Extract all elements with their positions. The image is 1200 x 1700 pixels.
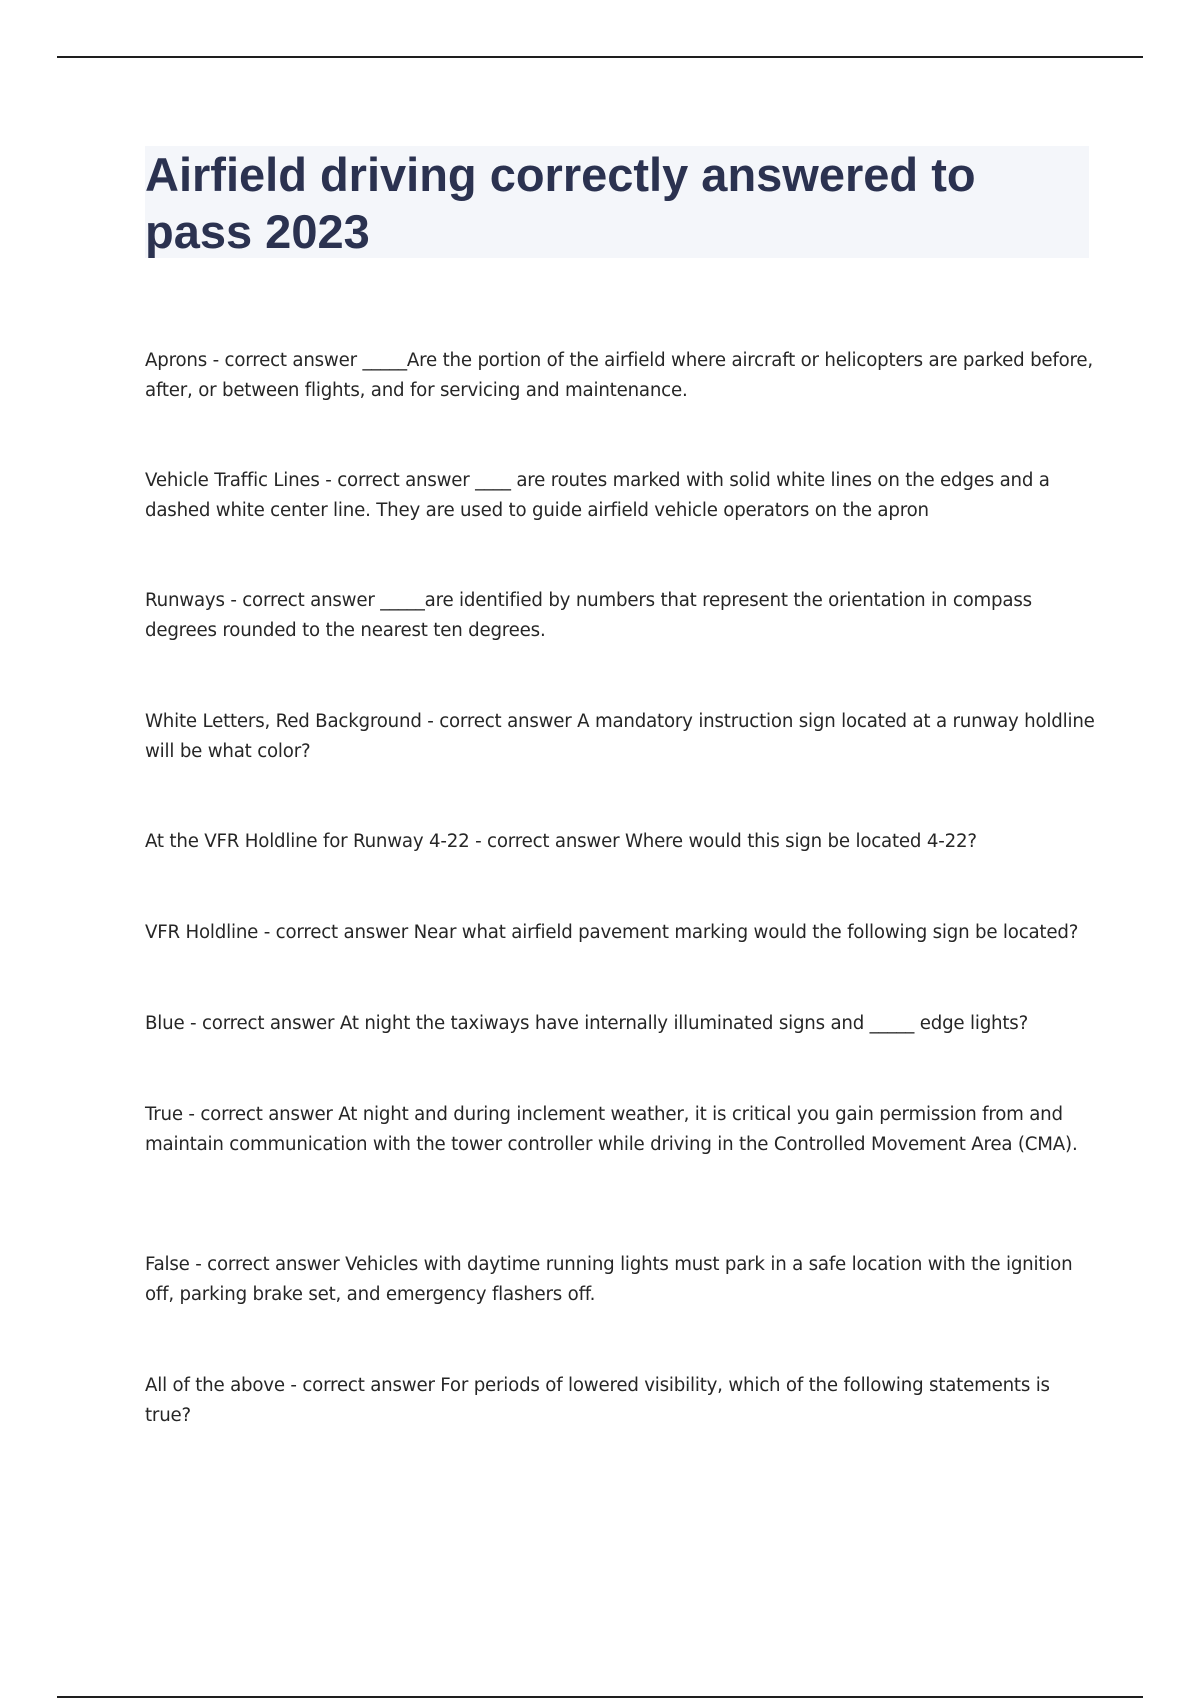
qa-item: White Letters, Red Background - correct answer A mandatory instruction sign located at a runway holdline will be what color? — [145, 711, 1095, 762]
qa-item: At the VFR Holdline for Runway 4-22 - correct answer Where would this sign be located 4-22? — [145, 831, 977, 852]
page-title: Airfield driving correctly answered to pass 2023 — [145, 148, 976, 258]
title-block — [145, 146, 1089, 258]
qa-item: All of the above - correct answer For periods of lowered visibility, which of the following statements is true? — [145, 1375, 1050, 1426]
qa-item: Vehicle Traffic Lines - correct answer ____ are routes marked with solid white lines on the edges and a dashed white center line. They are used to guide airfield vehicle operators on the apron — [145, 470, 1050, 521]
qa-item: Runways - correct answer _____are identified by numbers that represent the orientation in compass degrees rounded to the nearest ten degrees. — [145, 590, 1032, 641]
qa-item: VFR Holdline - correct answer Near what airfield pavement marking would the following sign be located? — [145, 922, 1079, 943]
qa-item: Aprons - correct answer _____Are the portion of the airfield where aircraft or helicopters are parked before, after, or between flights, and for servicing and maintenance. — [145, 350, 1093, 401]
bottom-divider — [57, 1696, 1143, 1698]
qa-item: False - correct answer Vehicles with daytime running lights must park in a safe location with the ignition off, parking brake set, and emergency flashers off. — [145, 1254, 1073, 1305]
qa-item: Blue - correct answer At night the taxiways have internally illuminated signs and _____ edge lights? — [145, 1013, 1029, 1034]
qa-item: True - correct answer At night and during inclement weather, it is critical you gain permission from and maintain communication with the tower controller while driving in the Controlled Movement Area (CMA). — [145, 1104, 1078, 1155]
top-divider — [57, 56, 1143, 58]
